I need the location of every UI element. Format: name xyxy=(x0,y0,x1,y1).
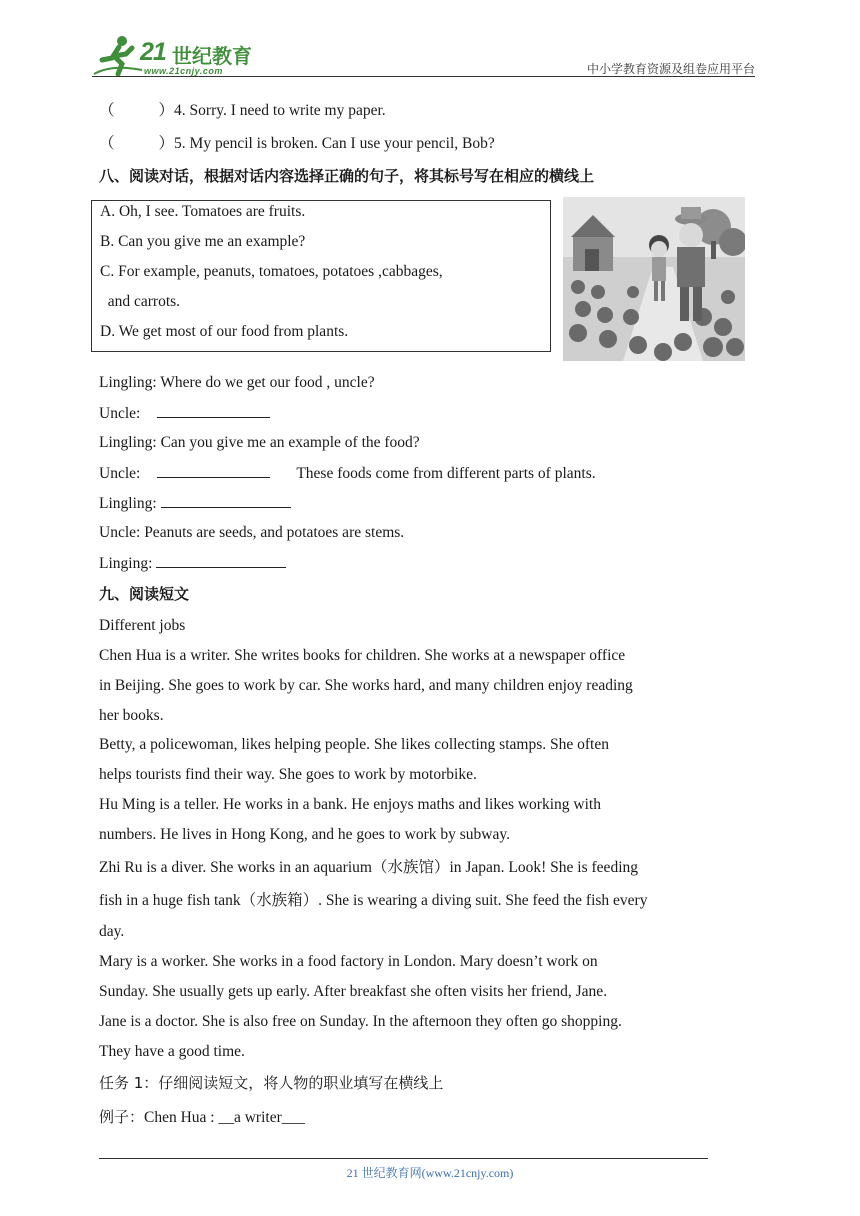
dialogue-line-2: Uncle: xyxy=(99,403,270,424)
answer-blank-1[interactable] xyxy=(157,403,270,418)
option-c: C. For example, peanuts, tomatoes, potatoes ,cabbages, xyxy=(100,263,443,280)
passage-line-14: They have a good time. xyxy=(99,1043,245,1060)
dialogue-line-4: Uncle: These foods come from different parts of plants. xyxy=(99,465,596,482)
passage-line-5: helps tourists find their way. She goes to work by motorbike. xyxy=(99,766,477,783)
passage-line-13: Jane is a doctor. She is also free on Sunday. In the afternoon they often go shopping. xyxy=(99,1013,622,1030)
passage-line-9: fish in a huge fish tank（水族箱）. She is wearing a diving suit. She feed the fish every xyxy=(99,891,648,909)
platform-label: 中小学教育资源及组卷应用平台 xyxy=(586,62,755,76)
option-a: A. Oh, I see. Tomatoes are fruits. xyxy=(100,203,306,220)
passage-line-7: numbers. He lives in Hong Kong, and he goes to work by subway. xyxy=(99,826,510,843)
dialogue-line-3: Lingling: Can you give me an example of the food? xyxy=(99,434,420,451)
dialogue-line-6: Uncle: Peanuts are seeds, and potatoes are stems. xyxy=(99,524,405,541)
footer-divider xyxy=(99,1158,708,1159)
task-1-example: 例子：Chen Hua : __a writer___ xyxy=(99,1108,306,1126)
answer-blank-4[interactable] xyxy=(156,553,286,568)
farm-illustration xyxy=(563,197,745,361)
dialogue-line-7: Linging: xyxy=(99,553,286,574)
logo-chinese: 世纪教育 xyxy=(172,44,252,68)
question-item-4: （ ）4. Sorry. I need to write my paper. xyxy=(99,101,386,119)
passage-line-3: her books. xyxy=(99,707,164,724)
answer-blank-3[interactable] xyxy=(161,493,291,508)
answer-blank-2[interactable] xyxy=(157,463,270,478)
passage-line-6: Hu Ming is a teller. He works in a bank. He enjoys maths and likes working with xyxy=(99,796,601,813)
passage-line-2: in Beijing. She goes to work by car. She works hard, and many children enjoy reading xyxy=(99,677,633,694)
section-8-heading: 八、阅读对话，根据对话内容选择正确的句子，将其标号写在相应的横线上 xyxy=(99,167,595,185)
task-1-instruction: 任务 1：仔细阅读短文，将人物的职业填写在横线上 xyxy=(99,1074,444,1092)
page-header xyxy=(92,34,755,78)
runner-logo-icon xyxy=(92,34,144,78)
dialogue-line-1: Lingling: Where do we get our food , uncle? xyxy=(99,374,375,391)
option-d: D. We get most of our food from plants. xyxy=(100,323,349,340)
logo-url: www.21cnjy.com xyxy=(144,66,223,76)
options-box xyxy=(91,200,551,352)
header-divider xyxy=(92,76,755,77)
passage-line-12: Sunday. She usually gets up early. After breakfast she often visits her friend, Jane. xyxy=(99,983,608,1000)
logo-number: 21 xyxy=(140,38,166,66)
passage-line-10: day. xyxy=(99,923,125,940)
logo xyxy=(92,34,262,78)
footer-text: 21 世纪教育网(www.21cnjy.com) xyxy=(346,1166,514,1180)
question-item-5: （ ）5. My pencil is broken. Can I use your pencil, Bob? xyxy=(99,134,495,152)
passage-line-4: Betty, a policewoman, likes helping people. She likes collecting stamps. She often xyxy=(99,736,609,753)
passage-title: Different jobs xyxy=(99,617,186,634)
passage-line-11: Mary is a worker. She works in a food factory in London. Mary doesn’t work on xyxy=(99,953,598,970)
dialogue-line-5: Lingling: xyxy=(99,493,291,514)
option-b: B. Can you give me an example? xyxy=(100,233,306,250)
section-9-heading: 九、阅读短文 xyxy=(99,585,190,603)
passage-line-1: Chen Hua is a writer. She writes books for children. She works at a newspaper office xyxy=(99,647,626,664)
option-c-cont: and carrots. xyxy=(100,293,181,310)
passage-line-8: Zhi Ru is a diver. She works in an aquarium（水族馆）in Japan. Look! She is feeding xyxy=(99,858,638,876)
